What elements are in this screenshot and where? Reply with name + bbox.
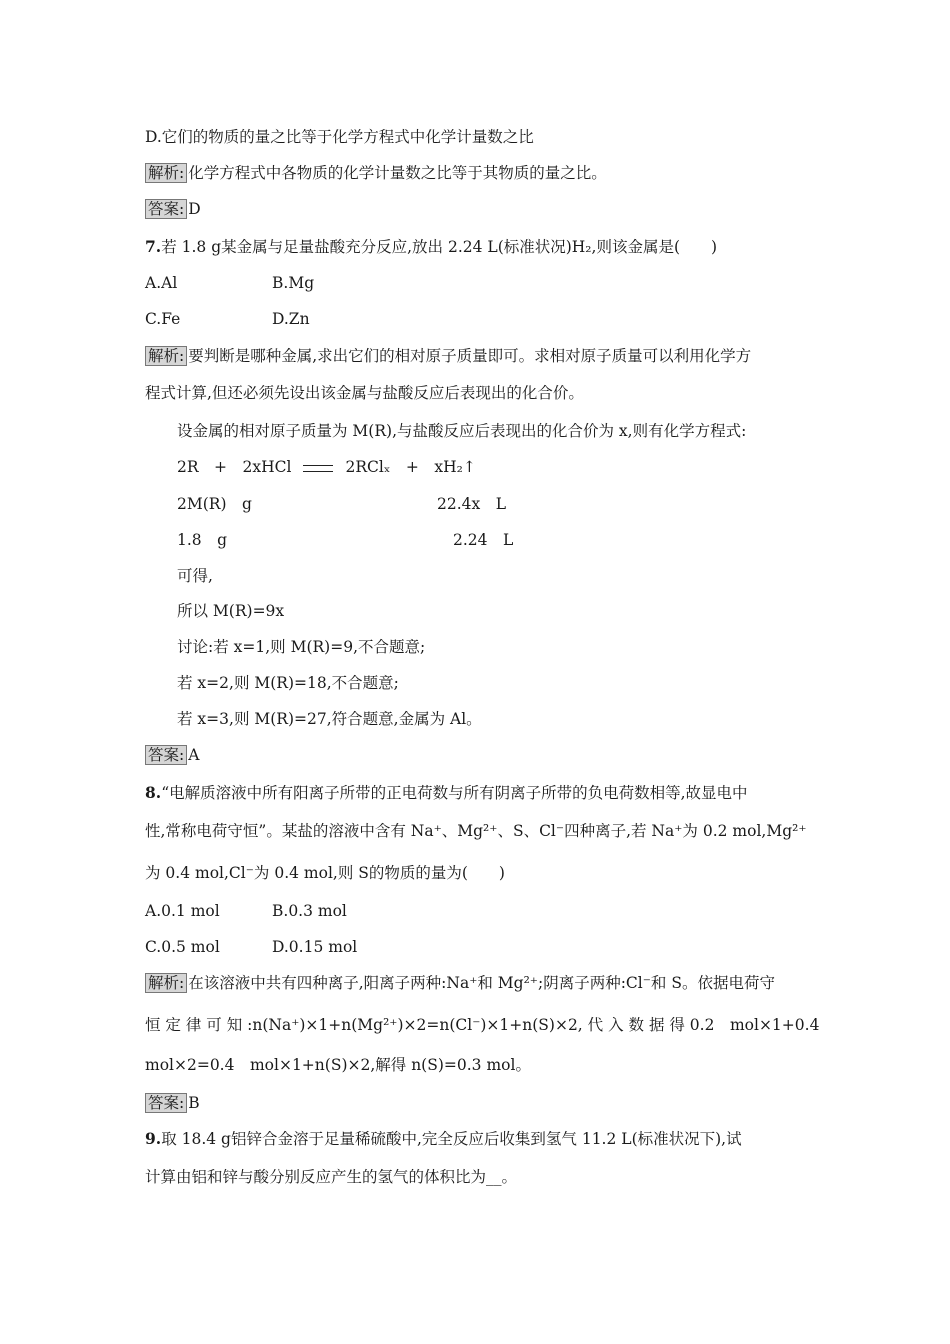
q8-options-row2: C.0.5 mol D.0.15 mol [145, 938, 358, 956]
q7-answer: 答案: A [145, 744, 199, 766]
analysis-tag: 解析: [145, 973, 187, 993]
q8-stem-line2: 性,常称电荷守恒”。某盐的溶液中含有 Na⁺、Mg²⁺、S、Cl⁻四种离子,若 Na⁺为 0.2 mol,Mg²⁺ [145, 822, 807, 840]
analysis-tag: 解析: [145, 346, 187, 366]
chemical-equation: 2R + 2xHCl 2RClₓ + xH₂↑ [177, 458, 476, 476]
q7-analysis-line6: 讨论:若 x=1,则 M(R)=9,不合题意; [177, 638, 426, 656]
q7-analysis-line2: 程式计算,但还必须先设出该金属与盐酸反应后表现出的化合价。 [145, 384, 584, 402]
q7-analysis-line7: 若 x=2,则 M(R)=18,不合题意; [177, 674, 399, 692]
q6-option-d: D.它们的物质的量之比等于化学方程式中化学计量数之比 [145, 128, 534, 146]
q6-analysis: 解析: 化学方程式中各物质的化学计量数之比等于其物质的量之比。 [145, 162, 607, 184]
question-number: 8. [145, 783, 162, 802]
answer-tag: 答案: [145, 1093, 187, 1113]
q8-analysis-line1: 解析: 在该溶液中共有四种离子,阳离子两种:Na⁺和 Mg²⁺;阴离子两种:Cl⁻和 S。依据电荷守 [145, 972, 775, 994]
q7-analysis-line5: 所以 M(R)=9x [177, 602, 285, 620]
q8-stem-line3: 为 0.4 mol,Cl⁻为 0.4 mol,则 S的物质的量为( ) [145, 864, 505, 882]
equation-row-1: 2M(R) g 22.4x L [177, 495, 507, 513]
q9-stem-line2: 计算由铝和锌与酸分别反应产生的氢气的体积比为__。 [145, 1168, 518, 1186]
q7-analysis-line1: 解析: 要判断是哪种金属,求出它们的相对原子质量即可。求相对原子质量可以利用化学方 [145, 345, 751, 367]
q8-analysis-line2: 恒 定 律 可 知 :n(Na⁺)×1+n(Mg²⁺)×2=n(Cl⁻)×1+n(S)×2, 代 入 数 据 得 0.2 mol×1+0.4 [145, 1016, 820, 1034]
q7-stem: 7.若 1.8 g某金属与足量盐酸充分反应,放出 2.24 L(标准状况)H₂,则该金属是( ) [145, 237, 718, 256]
q8-stem-line1: 8.“电解质溶液中所有阳离子所带的正电荷数与所有阴离子所带的负电荷数相等,故显电中 [145, 783, 748, 802]
question-number: 7. [145, 237, 162, 256]
q7-options-row1: A.Al B.Mg [145, 274, 315, 292]
q7-analysis-line8: 若 x=3,则 M(R)=27,符合题意,金属为 Al。 [177, 710, 482, 728]
q7-analysis-line3: 设金属的相对原子质量为 M(R),与盐酸反应后表现出的化合价为 x,则有化学方程式: [177, 422, 747, 440]
answer-tag: 答案: [145, 745, 187, 765]
q6-answer: 答案: D [145, 198, 201, 220]
question-number: 9. [145, 1129, 162, 1148]
q7-options-row2: C.Fe D.Zn [145, 310, 310, 328]
equals-sign-icon [303, 465, 333, 472]
q8-options-row1: A.0.1 mol B.0.3 mol [145, 902, 347, 920]
equation-row-2: 1.8 g 2.24 L [177, 531, 514, 549]
q8-analysis-line3: mol×2=0.4 mol×1+n(S)×2,解得 n(S)=0.3 mol。 [145, 1056, 531, 1074]
q7-analysis-line4: 可得, [177, 567, 213, 585]
answer-tag: 答案: [145, 199, 187, 219]
analysis-tag: 解析: [145, 163, 187, 183]
q9-stem-line1: 9.取 18.4 g铝锌合金溶于足量稀硫酸中,完全反应后收集到氢气 11.2 L(标准状况下),试 [145, 1129, 742, 1148]
q8-answer: 答案: B [145, 1092, 200, 1114]
